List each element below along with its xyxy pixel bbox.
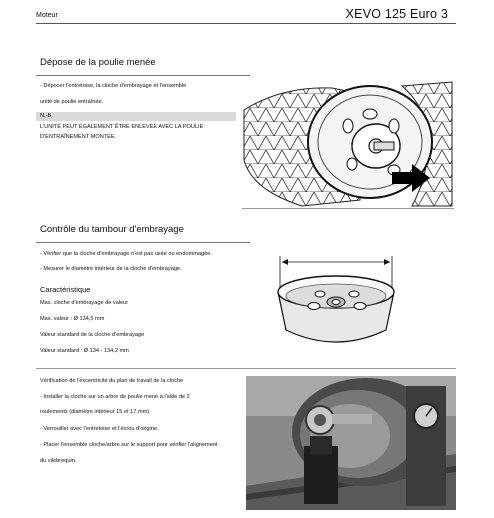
figure-rule	[242, 208, 454, 209]
header-section-label: Moteur	[36, 12, 58, 19]
instruction-line: - Déposer l'entretoise, la cloche d'embrayage et l'ensemble	[40, 83, 187, 89]
instruction-line: du vilebrequin.	[40, 458, 77, 464]
note-text: L'UNITÉ PEUT ÉGALEMENT ÊTRE ENLEVÉE AVEC LA POULIE	[40, 124, 204, 130]
instruction-line: - Mesurer le diamètre intérieur de la cloche d'embrayage.	[40, 266, 182, 272]
spec-line: Max. cloche d'embrayage de valeur	[40, 300, 129, 306]
header-rule	[36, 23, 456, 24]
specification-heading: Caractéristique	[40, 285, 91, 294]
section-divider	[36, 75, 250, 76]
section-title-controle: Contrôle du tambour d'embrayage	[40, 224, 184, 235]
header-model-title: XEVO 125 Euro 3	[345, 7, 448, 21]
section-divider	[36, 242, 250, 243]
instruction-line: roulements (diamètre intérieur 15 et 17 mm).	[40, 409, 151, 415]
clutch-drum-illustration	[270, 250, 400, 350]
instruction-line: - Placer l'ensemble cloche/arbre sur le support pour vérifier l'alignement	[40, 442, 218, 448]
section-title-depose: Dépose de la poulie menée	[40, 57, 156, 68]
check-title: Vérification de l'excentricité du plan de travail de la cloche	[40, 378, 184, 384]
alignment-check-photo	[246, 376, 456, 510]
spec-line: Valeur standard de la cloche d'embrayage	[40, 332, 145, 338]
section-rule	[36, 368, 456, 369]
note-label: N.-B.	[40, 113, 53, 119]
instruction-line: unité de poulie entraînée.	[40, 99, 104, 105]
instruction-line: - Installer la cloche sur un arbre de poulie mené à l'aide de 2	[40, 394, 190, 400]
note-text: D'ENTRAÎNEMENT MONTÉE.	[40, 134, 117, 140]
spec-line: Max. valeur : Ø 134,5 mm	[40, 316, 105, 322]
pulley-removal-illustration	[242, 80, 454, 208]
instruction-line: - Verrouiller avec l'entretoise et l'écrou d'origine.	[40, 426, 159, 432]
note-band	[36, 112, 236, 121]
instruction-line: - Vérifier que la cloche d'embrayage n'est pas usée ou endommagée.	[40, 251, 212, 257]
spec-line: Valeur standard : Ø 134 - 134,2 mm	[40, 348, 129, 354]
